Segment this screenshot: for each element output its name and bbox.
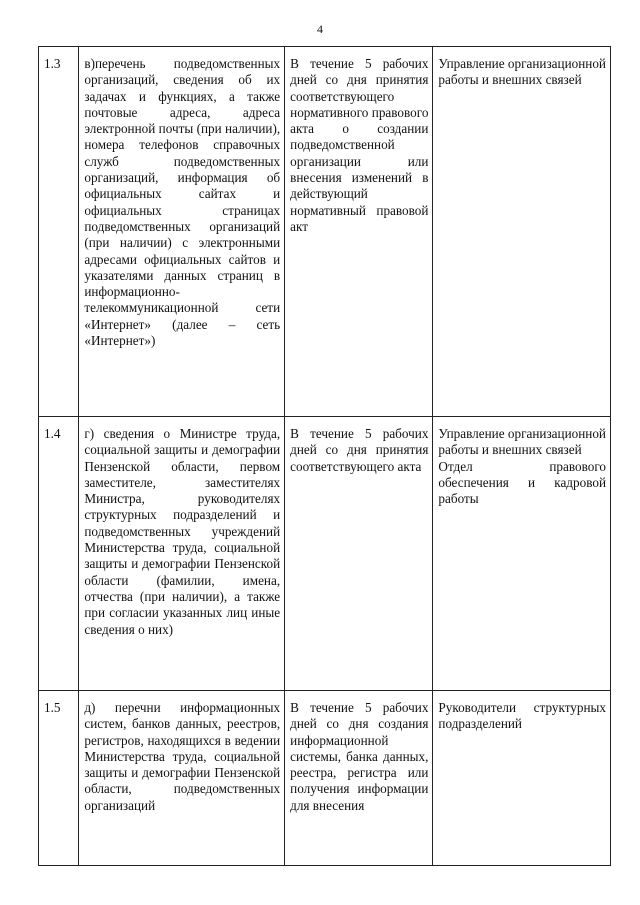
responsible-cell <box>433 417 611 691</box>
item-description: в)перечень подведомственных организаций, сведения об их задачах и функциях, а также почтовые адреса, адреса электронной почты (при наличии), номера телефонов справочных служб подведомственных организаций, информация об официальных сайтах и официальных страницах подведомственных организаций (при наличии) с электронными адресами официальных сайтов и указателями данных страниц в информационно-телекоммуникационной сети «Интернет» (далее – сеть «Интернет») <box>79 47 285 417</box>
responsible-unit: Отдел правового обеспечения и кадровой работы <box>438 458 606 507</box>
row-number: 1.5 <box>39 691 79 866</box>
page-number: 4 <box>317 22 323 36</box>
item-description: г) сведения о Министре труда, социальной защиты и демографии Пензенской области, первом заместителе, заместителях Министра, руководителях структурных подразделений и подведомственных учреждений Министерства труда, социальной защиты и демографии Пензенской области (фамилии, имена, отчества (при наличии), а также при согласии указанных лиц иные сведения о них) <box>79 417 285 691</box>
deadline-text: В течение 5 рабочих дней со дня принятия соответствующего нормативного правового акта о создании подведомственной организации или внесения изменений в действующий нормативный правовой акт <box>285 47 433 417</box>
responsible-unit: Управление организационной работы и внешних связей <box>438 56 606 88</box>
row-number: 1.4 <box>39 417 79 691</box>
item-description: д) перечни информационных систем, банков данных, реестров, регистров, находящихся в ведении Министерства труда, социальной защиты и демографии Пензенской области, подведомственных организаций <box>79 691 285 866</box>
row-number: 1.3 <box>39 47 79 417</box>
responsible-cell <box>433 691 611 866</box>
document-table <box>38 46 611 866</box>
table-row <box>39 691 611 866</box>
responsible-unit: Руководители структурных подразделений <box>438 700 606 732</box>
deadline-text: В течение 5 рабочих дней со дня принятия соответствующего акта <box>285 417 433 691</box>
table-row <box>39 417 611 691</box>
table-row <box>39 47 611 417</box>
deadline-text: В течение 5 рабочих дней со дня создания информационной системы, банка данных, реестра, регистра или получения информации для внесения <box>285 691 433 866</box>
responsible-unit: Управление организационной работы и внешних связей <box>438 426 606 458</box>
responsible-cell <box>433 47 611 417</box>
